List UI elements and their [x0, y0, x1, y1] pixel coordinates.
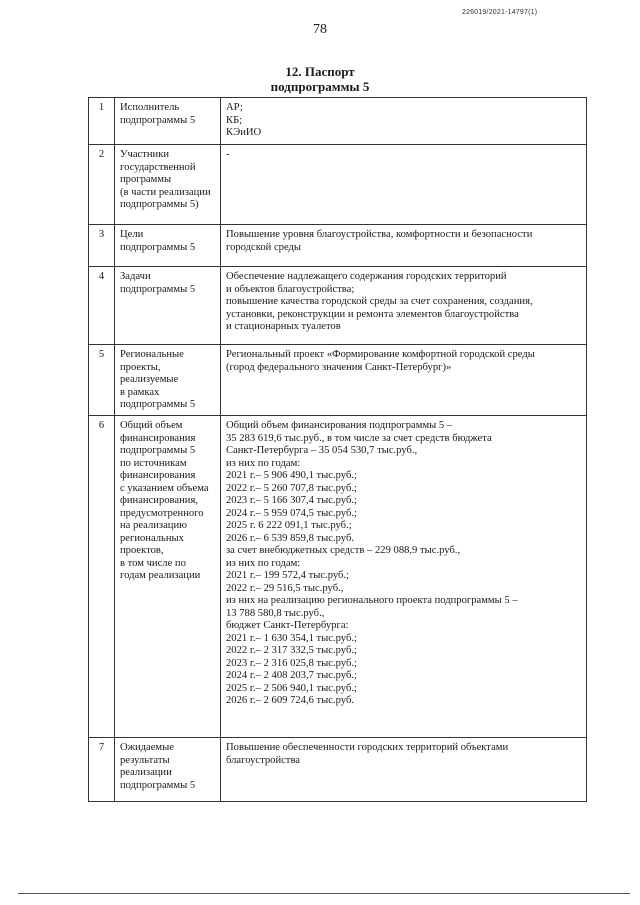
row-label-line: Общий объем [120, 420, 183, 431]
row-value-line: за счет внебюджетных средств – 229 088,9 тыс.руб., [226, 545, 461, 556]
row-value [221, 267, 587, 345]
row-label-line: подпрограммы 5 [120, 445, 196, 456]
table-row [89, 416, 587, 738]
row-number: 6 [89, 416, 115, 738]
row-value-line: 2023 г.– 5 166 307,4 тыс.руб.; [226, 495, 357, 506]
row-value-line: КЭиИО [226, 127, 262, 138]
bottom-divider [18, 893, 630, 894]
row-label-line: реализуемые [120, 374, 179, 385]
row-label-line: подпрограммы 5) [120, 199, 199, 210]
row-value-line: Обеспечение надлежащего содержания городских территорий [226, 271, 507, 282]
row-label-line: годам реализации [120, 570, 201, 581]
row-label [115, 345, 221, 416]
row-value-line: (город федерального значения Санкт-Петербург)» [226, 361, 452, 373]
row-value-line: АР; [226, 102, 243, 113]
row-value-line: Общий объем финансирования подпрограммы 5 – [226, 420, 453, 431]
row-label-line: финансирования [120, 470, 196, 481]
row-value-line: городской среды [226, 241, 302, 253]
row-label-line: Участники [120, 149, 170, 160]
row-value-line: 2025 г.– 2 506 940,1 тыс.руб.; [226, 682, 357, 694]
page-title [0, 64, 640, 94]
row-value-line: КБ; [226, 114, 243, 126]
row-value-line: 13 788 580,8 тыс.руб., [226, 607, 325, 619]
row-value [221, 225, 587, 267]
row-label-line: региональных [120, 532, 184, 544]
row-value-line: 2023 г.– 2 316 025,8 тыс.руб.; [226, 657, 357, 669]
row-number: 3 [89, 225, 115, 267]
row-label-line: Задачи [120, 271, 151, 282]
row-label-line: подпрограммы 5 [120, 779, 196, 791]
row-value-line: 2022 г.– 2 317 332,5 тыс.руб.; [226, 645, 357, 656]
document-id: 226019/2021-14797(1) [462, 9, 538, 16]
table-row [89, 345, 587, 416]
row-label-line: финансирования [120, 432, 196, 444]
row-value-line: - [226, 149, 230, 160]
row-label-line: проектов, [120, 545, 164, 556]
row-value-line: из них на реализацию регионального проекта подпрограммы 5 – [226, 595, 518, 606]
row-label-line: в том числе по [120, 557, 186, 569]
page-number: 78 [313, 22, 327, 37]
row-value-line: и объектов благоустройства; [226, 283, 355, 295]
row-label [115, 98, 221, 145]
row-label-line: проекты, [120, 361, 161, 373]
row-label-line: предусмотренного [120, 507, 204, 519]
table-row [89, 738, 587, 802]
row-value-line: 2025 г. 6 222 091,1 тыс.руб.; [226, 520, 352, 531]
title-line-2: подпрограммы 5 [270, 79, 370, 94]
row-value-line: 2022 г.– 5 260 707,8 тыс.руб.; [226, 482, 357, 494]
row-label-line: Ожидаемые [120, 742, 174, 753]
row-label-line: реализации [120, 767, 172, 778]
row-value-line: из них по годам: [226, 557, 301, 569]
row-value-line: 2024 г.– 2 408 203,7 тыс.руб.; [226, 670, 357, 681]
row-number: 7 [89, 738, 115, 802]
row-number: 4 [89, 267, 115, 345]
title-line-1: 12. Паспорт [285, 64, 355, 79]
row-number: 5 [89, 345, 115, 416]
row-label-line: (в части реализации [120, 186, 211, 198]
row-value-line: 2021 г.– 1 630 354,1 тыс.руб.; [226, 632, 357, 644]
row-label-line: на реализацию [120, 520, 188, 531]
row-number: 1 [89, 98, 115, 145]
row-value-line: Региональный проект «Формирование комфортной городской среды [226, 349, 535, 360]
row-value [221, 345, 587, 416]
row-value-line: 2021 г.– 199 572,4 тыс.руб.; [226, 570, 349, 581]
row-number: 2 [89, 145, 115, 225]
row-value-line: повышение качества городской среды за счет сохранения, создания, [226, 296, 533, 307]
row-value-line: Повышение уровня благоустройства, комфортности и безопасности [226, 229, 533, 240]
passport-table-body [89, 98, 587, 802]
passport-table [88, 97, 587, 802]
row-label-line: результаты [120, 754, 170, 766]
table-row [89, 267, 587, 345]
row-label-line: в рамках [120, 386, 160, 398]
table-row [89, 225, 587, 267]
row-value-line: 35 283 619,6 тыс.руб., в том числе за счет средств бюджета [226, 432, 492, 444]
row-label-line: подпрограммы 5 [120, 283, 196, 295]
row-label-line: с указанием объема [120, 482, 209, 494]
table-row [89, 98, 587, 145]
row-value-line: 2026 г.– 2 609 724,6 тыс.руб. [226, 695, 354, 706]
row-value-line: 2026 г.– 6 539 859,8 тыс.руб. [226, 532, 354, 544]
row-label-line: Исполнитель [120, 102, 180, 113]
row-label-line: подпрограммы 5 [120, 114, 196, 126]
row-value-line: 2022 г.– 29 516,5 тыс.руб., [226, 582, 344, 594]
row-label [115, 416, 221, 738]
row-label [115, 145, 221, 225]
table-row [89, 145, 587, 225]
row-label-line: государственной [120, 161, 196, 173]
row-value-line: Повышение обеспеченности городских территорий объектами [226, 742, 509, 753]
row-value [221, 98, 587, 145]
row-label-line: Цели [120, 229, 144, 240]
row-label [115, 738, 221, 802]
row-value-line: Санкт-Петербурга – 35 054 530,7 тыс.руб., [226, 445, 418, 456]
row-value-line: 2021 г.– 5 906 490,1 тыс.руб.; [226, 470, 357, 481]
row-value-line: из них по годам: [226, 457, 301, 469]
row-value-line: установки, реконструкции и ремонта элементов благоустройства [226, 308, 519, 320]
row-label-line: по источникам [120, 457, 187, 469]
row-label-line: программы [120, 174, 172, 185]
row-value-line: 2024 г.– 5 959 074,5 тыс.руб.; [226, 507, 357, 519]
row-value [221, 145, 587, 225]
row-value [221, 416, 587, 738]
row-label [115, 225, 221, 267]
row-label-line: подпрограммы 5 [120, 241, 196, 253]
row-label [115, 267, 221, 345]
row-label-line: финансирования, [120, 495, 198, 506]
row-value-line: и стационарных туалетов [226, 321, 341, 332]
row-value-line: бюджет Санкт-Петербурга: [226, 620, 349, 631]
row-value [221, 738, 587, 802]
row-label-line: Региональные [120, 349, 184, 360]
row-label-line: подпрограммы 5 [120, 399, 196, 410]
row-value-line: благоустройства [226, 754, 301, 766]
